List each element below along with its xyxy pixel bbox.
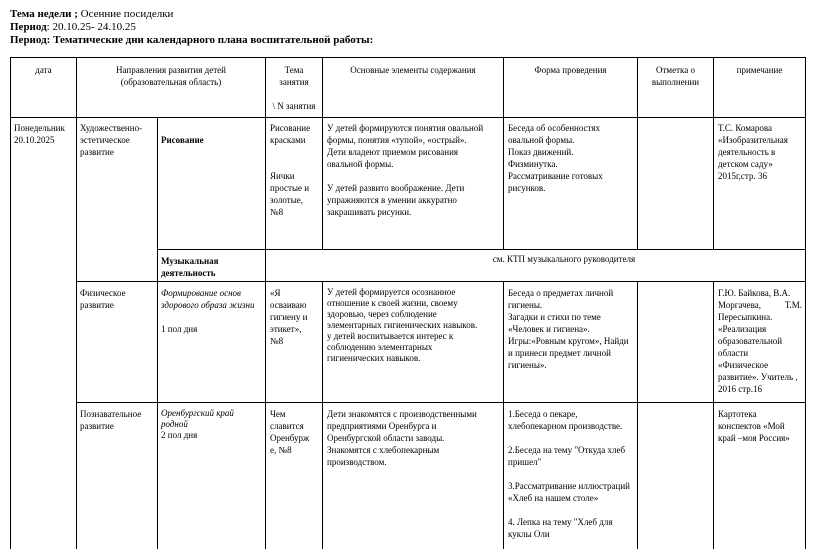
table-col-divider [76, 57, 77, 549]
cognitive-form: 1.Беседа о пекаре, хлебопекарном производстве. 2.Беседа на тему "Откуда хлеб пришел" 3.Рассматривание иллюстраций «Хлеб на нашем столе» 4. Лепка на тему "Хлеб для куклы Оли [508, 409, 631, 539]
music-subject: Музыкальная деятельность [161, 256, 219, 278]
week-theme: Тема недели ; Осенние посиделки [10, 8, 174, 20]
art-note: Т.С. Комарова «Изобразительная деятельность в детском саду» 2015г,стр. 36 [718, 123, 788, 181]
physical-area: Физическое развитие [80, 288, 126, 310]
table-col-divider [322, 281, 323, 549]
day-cell: Понедельник 20.10.2025 [14, 123, 65, 145]
cognitive-content: Дети знакомятся с производственными предприятиями Оренбурга и Оренбургской области заводы. Знакомятся с хлебопекарным производством. [327, 409, 477, 467]
table-col-divider [322, 57, 323, 249]
col-header-direction: Направления развития детей (образовательная область) [116, 65, 226, 87]
physical-content: У детей формируется осознанное отношение к своей жизни, своему здоровью, через соблюдение элементарных гигиенических навыков. у детей воспитывается интерес к соблюдению элементарных гигиенических навыков. [327, 287, 478, 363]
table-row-divider [10, 117, 806, 118]
cognitive-topic: Чем славится Оренбурж е, №8 [270, 409, 310, 455]
physical-note: Г.Ю. Байкова, В.А. Моргачева, Т.М. Пересыпкина. «Реализация образовательной области «Физическое развитие». Учитель , 2016 стр.16 [718, 288, 802, 394]
cognitive-subject: Оренбургский край родной 2 пол дня [161, 408, 234, 440]
table-row-divider [76, 402, 806, 403]
table-col-divider [713, 281, 714, 549]
table-border-left [10, 57, 11, 549]
art-area: Художественно- эстетическое развитие [80, 123, 143, 157]
music-span: см. КТП музыкального руководителя [492, 254, 636, 264]
art-subject: Рисование [161, 135, 204, 145]
table-col-divider [713, 57, 714, 249]
physical-subject: Формирование основ здорового образа жизни 1 пол дня [161, 288, 255, 334]
art-content: У детей формируются понятия овальной формы, понятия «тупой», «острый». Дети владеют приемом рисования овальной формы. У детей развито воображение. Дети упражняются в умении аккуратно закрашивать рисунки. [327, 123, 484, 217]
art-topic: Рисование красками Яички простые и золотые, №8 [270, 123, 311, 217]
table-col-divider [157, 117, 158, 549]
table-border-top [10, 57, 806, 58]
plan-title: Период: Тематические дни календарного плана воспитательной работы: [10, 34, 374, 46]
table-col-divider [503, 57, 504, 249]
col-header-content: Основные элементы содержания [350, 65, 476, 75]
col-header-date: дата [35, 65, 52, 75]
col-header-note: примечание [736, 65, 783, 75]
physical-topic: «Я осваиваю гигиену и этикет», №8 [270, 288, 308, 346]
table-row-divider [76, 281, 806, 282]
table-col-divider [637, 281, 638, 549]
col-header-topic: Тема занятия \ N занятия [272, 65, 316, 111]
col-header-form: Форма проведения [534, 65, 607, 75]
art-form: Беседа об особенностях овальной формы. Показ движений. Физминутка. Рассматривание готовых рисунков. [508, 123, 603, 193]
table-border-right [805, 57, 806, 549]
cognitive-note: Картотека конспектов «Мой край –моя Россия» [718, 409, 790, 443]
period: Период: 20.10.25- 24.10.25 [10, 21, 136, 33]
col-header-mark: Отметка о выполнении [651, 65, 700, 87]
table-col-divider [503, 281, 504, 549]
physical-form: Беседа о предметах личной гигиены. Загадки и стихи по теме «Человек и гигиена». Игры:«Ровным кругом», Найди и принеси предмет личной гигиены». [508, 288, 629, 370]
cognitive-area: Познавательное развитие [80, 409, 142, 431]
table-col-divider [265, 57, 266, 549]
table-row-divider [157, 249, 806, 250]
